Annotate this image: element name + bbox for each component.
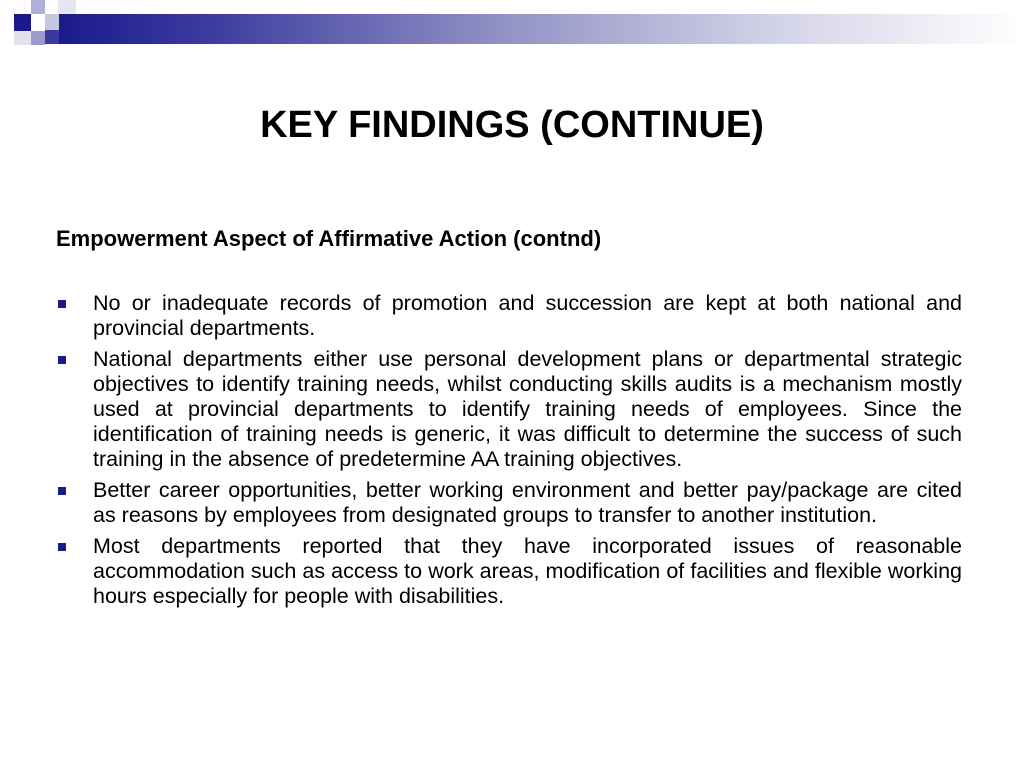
slide-title: KEY FINDINGS (CONTINUE)	[260, 104, 764, 146]
bullet-item	[56, 291, 962, 341]
bullet-item	[56, 534, 962, 609]
decorative-square	[14, 31, 31, 45]
square-bullet-icon	[58, 300, 66, 308]
bullet-text: Better career opportunities, better working environment and better pay/package are cited as reasons by employees from designated groups to transfer to another institution.	[93, 478, 962, 527]
square-bullet-icon	[58, 356, 66, 364]
bullet-text: No or inadequate records of promotion and succession are kept at both national and provincial departments.	[93, 291, 962, 340]
square-bullet-icon	[58, 487, 66, 495]
decorative-square	[58, 0, 76, 14]
bullet-text: National departments either use personal development plans or departmental strategic objectives to identify training needs, whilst conducting skills audits is a mechanism mostly used at provincial departments to identify training needs of employees. Since the identification of training needs is generic, it was difficult to determine the success of such training in the absence of predetermine AA training objectives.	[93, 347, 962, 471]
decorative-square	[31, 31, 45, 45]
bullet-list	[56, 291, 962, 615]
bullet-text: Most departments reported that they have incorporated issues of reasonable accommodation such as access to work areas, modification of facilities and flexible working hours especially for people with disabilities.	[93, 534, 962, 608]
square-bullet-icon	[58, 543, 66, 551]
decorative-square	[14, 14, 31, 31]
decorative-square	[45, 14, 59, 30]
slide-subtitle: Empowerment Aspect of Affirmative Action (contnd)	[56, 226, 602, 251]
decorative-square	[31, 0, 45, 14]
decorative-square	[45, 30, 59, 44]
bullet-item	[56, 478, 962, 528]
header-gradient-bar	[58, 14, 1024, 44]
bullet-item	[56, 347, 962, 472]
